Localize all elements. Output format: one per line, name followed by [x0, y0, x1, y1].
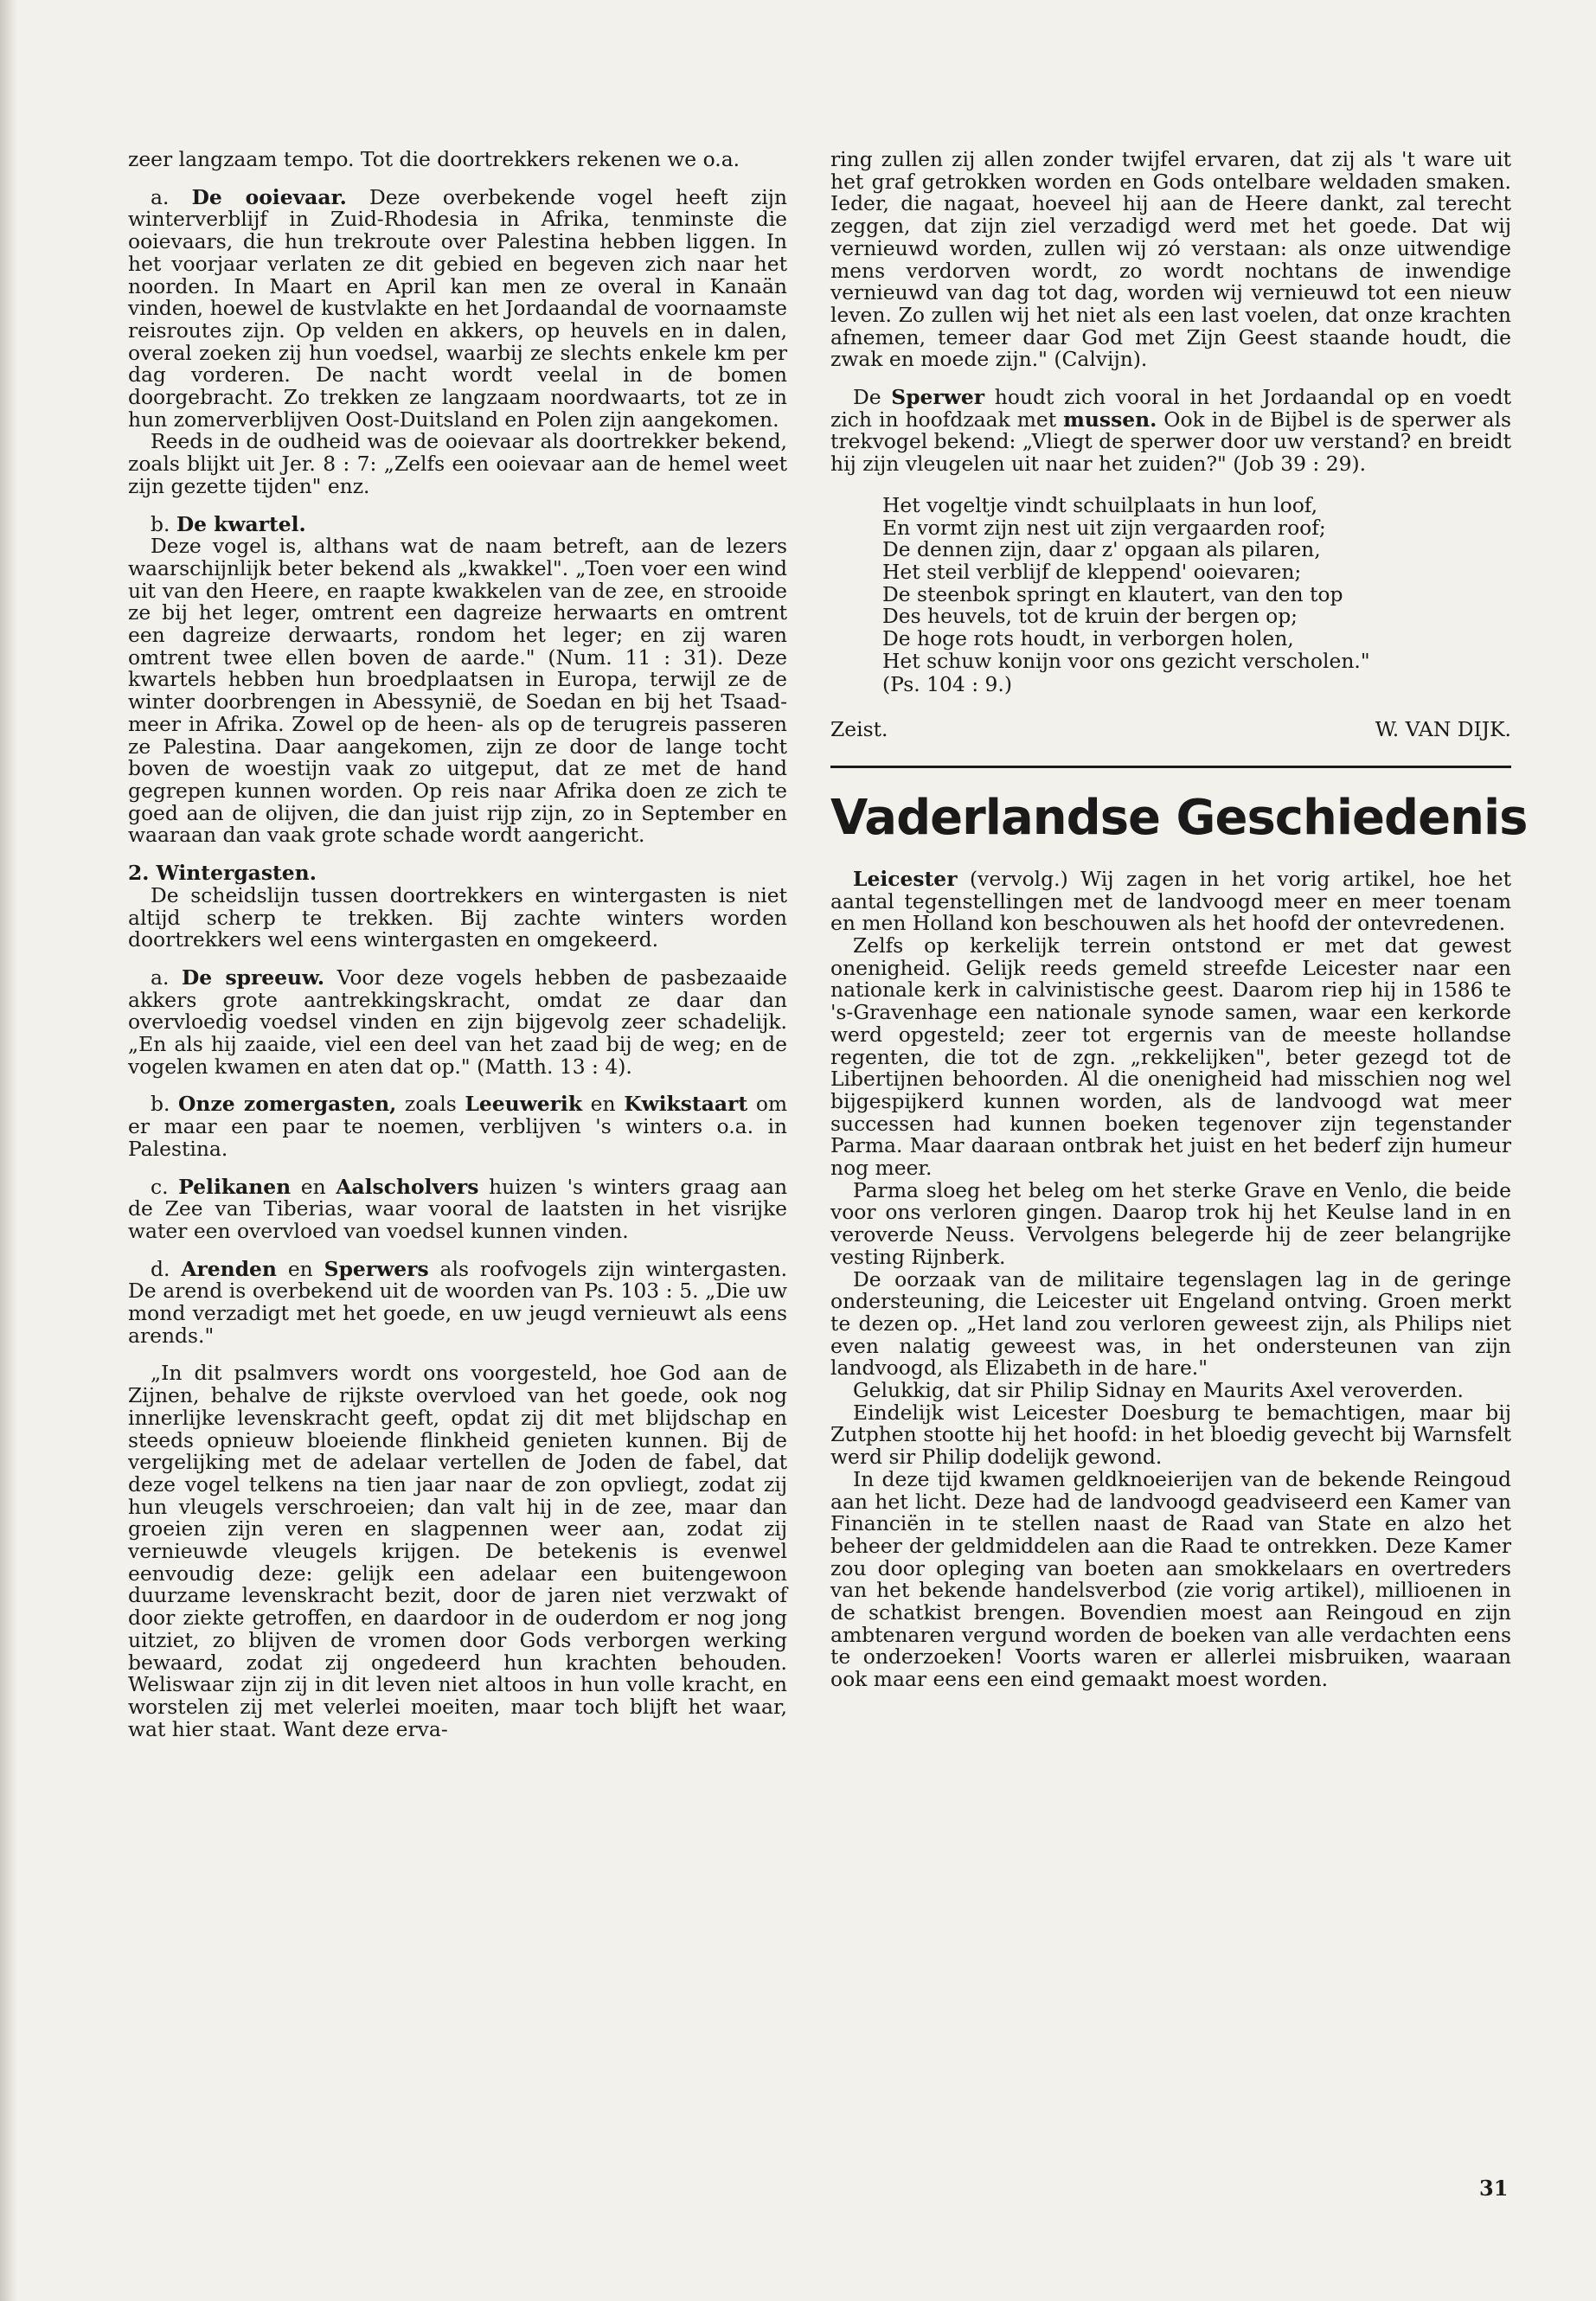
poem-line: De dennen zijn, daar z' opgaan als pilaren,: [882, 537, 1321, 562]
signature-author: W. VAN DIJK.: [1375, 717, 1511, 742]
paragraph-leicester: Leicester (vervolg.) Wij zagen in het vorig artikel, hoe het aantal tegenstellingen met de landvoogd meer en meer toenam en men Holland kon beschouwen als het hoofd der ontevredenen.: [830, 866, 1511, 936]
poem-reference: (Ps. 104 : 9.): [882, 672, 1012, 697]
section-zomergasten: b. Onze zomergasten, zoals Leeuwerik en Kwikstaart om er maar een paar te noemen, verblijven 's winters o.a. in Palestina.: [128, 1092, 788, 1161]
heading-wintergasten: 2. Wintergasten.: [128, 861, 317, 886]
paragraph-calvijn-quote: „In dit psalmvers wordt ons voorgesteld, hoe God aan de Zijnen, behalve de rijkste overvloed van het goede, ook nog innerlijke levenskracht geeft, opdat zij dit met blijdschap en steeds opnieuw bloeiende flinkheid genieten kunnen. Bij de vergelijking met de adelaar vertellen de Joden de fabel, dat deze vogel telkens na tien jaar naar de zon opvliegt, zodat zij hun vleugels verschroeien; dan valt hij in de zee, maar dan groeien zijn veren en slagpennen weer aan, zodat zij vernieuwde vleugels krijgen. De betekenis is evenwel eenvoudig deze: gelijk een adelaar een buitengewoon duurzame levenskracht bezit, door de jaren niet verzwakt of door ziekte getroffen, en daardoor in de ouderdom er nog jong uitziet, zo blijven de vromen door Gods verborgen werking bewaard, zodat zij ongedeerd hun krachten behouden. Weliswaar zijn zij in dit leven niet altoos in hun volle kracht, en worstelen zij met velerlei moeiten, maar toch blijft het waar, wat hier staat. Want deze erva-: [128, 1361, 787, 1741]
heading-ooievaar: De ooievaar.: [191, 184, 347, 209]
section-divider: [830, 766, 1511, 768]
poem-line: Het vogeltje vindt schuilplaats in hun loof,: [882, 492, 1318, 517]
article-title: Vaderlandse Geschiedenis: [830, 789, 1528, 846]
paragraph-calvijn-continued: ring zullen zij allen zonder twijfel ervaren, dat zij als 't ware uit het graf getrokken worden en Gods ontelbare weldaden smaken. Ieder, die nagaat, hoeveel hij aan de Heere dankt, zal terecht zeggen, dat zijn ziel verzadigd werd met het goede. Dat wij vernieuwd worden, zullen wij zó verstaan: als onze uitwendige mens verdorven wordt, zo wordt nochtans de inwendige vernieuwd van dag tot dag, worden wij vernieuwd tot een nieuw leven. Zo zullen wij het niet als een last voelen, dat onze krachten afnemen, temeer daar God met Zijn Geest staande houdt, die zwak en moede zijn." (Calvijn).: [830, 147, 1511, 372]
section-ooievaar: a. De ooievaar. Deze overbekende vogel heeft zijn winterverblijf in Zuid-Rhodesia in Afrika, tenminste die ooievaars, die hun trekroute over Palestina hebben liggen. In het voorjaar verlaten ze dit gebied en begeven zich naar het noorden. In Maart en April kan men ze overal in Kanaän vinden, hoewel de kustvlakte en het Jordaandal de voornaamste reisroutes zijn. Op velden en akkers, op heuvels en in dalen, overal zoeken zij hun voedsel, waarbij ze slechts enkele km per dag vorderen. De nacht wordt veelal in de bomen doorgebracht. Zo trekken ze langzaam noordwaarts, tot ze in hun zomerverblijven Oost-Duitsland en Polen zijn aangekomen.: [128, 184, 787, 432]
paragraph-article: In deze tijd kwamen geldknoeierijen van de bekende Reingoud aan het licht. Deze had de landvoogd geadviseerd een Kamer van Financiën in te stellen naast de Raad van State en alzo het beheer der geldmiddelen aan die Raad te ontrekken. Deze Kamer zou door opleging van boeten aan smokkelaars en overtreders van het bekende handelsverbod (zie vorig artikel), millioenen in de schatkist brengen. Bovendien moest aan Reingoud en zijn ambtenaren vergund worden de boeken van alle verdachten eens te onderzoeken! Voorts waren er allerlei misbruiken, waaraan ook maar eens een eind gemaakt moest worden.: [830, 1466, 1511, 1692]
signature-line: [830, 719, 1511, 741]
heading-kwartel-line: b. De kwartel.: [151, 511, 306, 536]
section-spreeuw: a. De spreeuw. Voor deze vogels hebben de pasbezaaide akkers grote aantrekkingskracht, omdat ze daar dan overvloedig voedsel vinden en zijn bijgevolg zeer schadelijk. „En als hij zaaide, viel een deel van het zaad bij de weg; en de vogelen kwamen en aten dat op." (Matth. 13 : 4).: [128, 965, 788, 1079]
paragraph-intro: zeer langzaam tempo. Tot die doortrekkers rekenen we o.a.: [128, 147, 740, 171]
section-pelikanen: c. Pelikanen en Aalscholvers huizen 's winters graag aan de Zee van Tiberias, waar vooral de laatsten in het visrijke water een overvloed van voedsel kunnen vinden.: [128, 1174, 788, 1243]
paragraph-article: Gelukkig, dat sir Philip Sidnay en Maurits Axel veroverden.: [853, 1378, 1464, 1403]
signature-place: Zeist.: [830, 717, 888, 742]
heading-kwartel: De kwartel.: [176, 511, 306, 536]
page-edge-shadow: [0, 0, 17, 2301]
paragraph-article: De oorzaak van de militaire tegenslagen lag in de geringe ondersteuning, die Leicester uit Engeland ontving. Groen merkt te dezen op. „Het land zou verloren geweest zijn, als Philips niet even nalatig geweest was, in het ondersteunen van zijn landvoogd, als Elizabeth in de hare.": [830, 1266, 1511, 1381]
paragraph-kwartel: Deze vogel is, althans wat de naam betreft, aan de lezers waarschijnlijk beter bekend als „kwakkel". „Toen voer een wind uit van den Heere, en raapte kwakkelen van de zee, en strooide ze bij het leger, omtrent een dagreize herwaarts en omtrent een dagreize derwaarts, rondom het leger; en zij waren omtrent twee ellen boven de aarde." (Num. 11 : 31). Deze kwartels hebben hun broedplaatsen in Europa, terwijl ze de winter doorbrengen in Abessynië, de Soedan en bij het Tsaad-meer in Afrika. Zowel op de heen- als op de terugreis passeren ze Palestina. Daar aangekomen, zijn ze door de lange tocht boven de woestijn vaak zo uitgeput, dat ze met de hand gegrepen kunnen worden. Op reis naar Afrika doen ze zich te goed aan de olijven, die dan juist rijp zijn, zo in September en waaraan dan vaak grote schade wordt aangericht.: [128, 534, 787, 848]
heading-zomergasten: Onze zomergasten,: [178, 1092, 397, 1117]
paragraph-ooievaar-2: Reeds in de oudheid was de ooievaar als doortrekker bekend, zoals blijkt uit Jer. 8 : 7: „Zelfs een ooievaar aan de hemel weet zijn gezette tijden" enz.: [128, 429, 787, 498]
right-column: [830, 147, 1528, 1692]
poem-line: Het steil verblijf de kleppend' ooievaren;: [882, 559, 1302, 584]
page-number: 31: [1479, 2176, 1509, 2201]
paragraph-sperwer: De Sperwer houdt zich vooral in het Jordaandal op en voedt zich in hoofdzaak met mussen. Ook in de Bijbel is de sperwer als trekvogel bekend: „Vliegt de sperwer door uw verstand? en breidt hij zijn vleugelen uit naar het zuiden?" (Job 39 : 29).: [830, 385, 1512, 477]
left-column: [128, 149, 787, 1740]
paragraph-article: Parma sloeg het beleg om het sterke Grave en Venlo, die beide voor ons verloren gingen. Daarop trok hij het Keulse land in en veroverde Neuss. Vervolgens belegerde hij de zeer belangrijke vesting Rijnberk.: [830, 1177, 1511, 1269]
paragraph-article: Eindelijk wist Leicester Doesburg te bemachtigen, maar bij Zutphen stootte hij het hoofd: in het bloedig gevecht bij Warnsfelt werd sir Philip dodelijk gewond.: [830, 1400, 1511, 1470]
heading-spreeuw: De spreeuw.: [181, 965, 324, 990]
poem: [882, 492, 1511, 697]
poem-line: Het schuw konijn voor ons gezicht verscholen.": [882, 648, 1370, 673]
poem-line: De steenbok springt en klautert, van den top: [882, 581, 1343, 606]
poem-line: De hoge rots houdt, in verborgen holen,: [882, 626, 1294, 651]
paragraph-wintergasten: De scheidslijn tussen doortrekkers en wintergasten is niet altijd scherp te trekken. Bij zachte winters worden doortrekkers wel eens wintergasten en omgekeerd.: [128, 882, 787, 952]
poem-line: Des heuvels, tot de kruin der bergen op;: [882, 604, 1298, 629]
paragraph-article: Zelfs op kerkelijk terrein ontstond er met dat gewest onenigheid. Gelijk reeds gemeld streefde Leicester naar een nationale kerk in calvinistische geest. Daarom riep hij in 1586 te 's-Gravenhage een nationale synode samen, waar een kerkorde werd opgesteld; zeer tot ergernis van de meeste hollandse regenten, die tot de zgn. „rekkelijken", beter gezegd tot de Libertijnen behoorden. Al die onenigheid had misschien nog wel bijgespijkerd kunnen worden, als de landvoogd wat meer successen had kunnen boeken tegenover zijn tegenstander Parma. Maar daaraan ontbrak het juist en het bederf zijn humeur nog meer.: [830, 933, 1511, 1181]
poem-line: En vormt zijn nest uit zijn vergaarden roof;: [882, 515, 1326, 540]
section-arenden: d. Arenden en Sperwers als roofvogels zijn wintergasten. De arend is overbekend uit de woorden van Ps. 103 : 5. „Die uw mond verzadigt met het goede, en uw jeugd vernieuwt als eens arends.": [128, 1256, 788, 1348]
